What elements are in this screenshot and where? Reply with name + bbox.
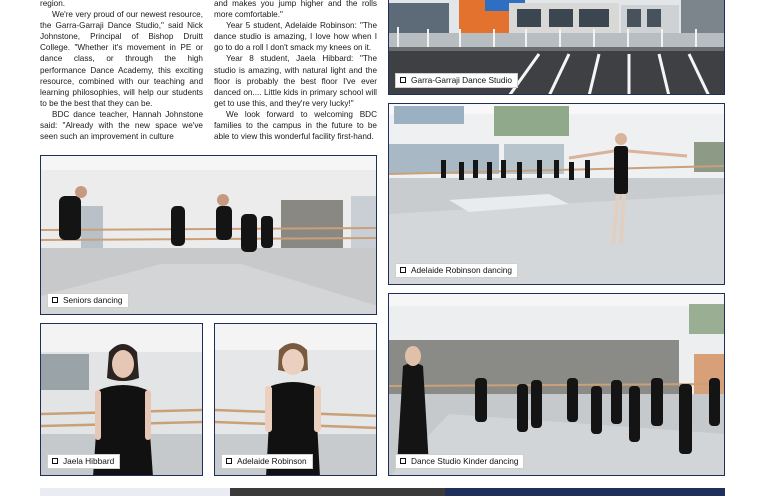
article-paragraph: We look forward to welcoming BDC families to the campus in the future to be able to view this wonderful facility first-hand. <box>214 109 377 142</box>
article-paragraph: region. <box>40 0 66 8</box>
bottom-strip-dark <box>230 488 445 496</box>
photo-studio-exterior <box>388 0 725 95</box>
photo-adelaide-robinson <box>214 323 377 476</box>
kinder-dancing-image <box>389 294 725 476</box>
article-paragraph: Year 5 student, Adelaide Robinson: "The dance studio is amazing, I love how when I go to do a roll I don't smack my knees on it. <box>214 21 377 53</box>
caption-jaela-hibbard: Jaela Hibbard <box>47 454 120 469</box>
checkbox-bullet-icon <box>52 458 58 464</box>
seniors-dancing-image <box>41 156 377 315</box>
caption-adelaide-robinson: Adelaide Robinson <box>221 454 313 469</box>
article-column-left <box>40 0 203 142</box>
caption-kinder-dancing: Dance Studio Kinder dancing <box>395 454 524 469</box>
checkbox-bullet-icon <box>226 458 232 464</box>
photo-adelaide-dancing <box>388 103 725 285</box>
article-paragraph: BDC dance teacher, Hannah Johnstone said: "Already with the new space we've seen such an improvement in culture <box>40 109 203 142</box>
checkbox-bullet-icon <box>400 458 406 464</box>
checkbox-bullet-icon <box>400 267 406 273</box>
photo-jaela-hibbard <box>40 323 203 476</box>
adelaide-dancing-image <box>389 104 725 285</box>
photo-seniors-dancing <box>40 155 377 315</box>
checkbox-bullet-icon <box>52 297 58 303</box>
article-paragraph: Year 8 student, Jaela Hibbard: "The studio is amazing, with natural light and the floor is probably the best floor I've ever danced on.... Little kids in primary school will get to use this, and they're very lucky!" <box>214 54 377 108</box>
article-column-middle <box>214 0 377 142</box>
bottom-section-strip <box>40 488 725 496</box>
caption-seniors-dancing: Seniors dancing <box>47 293 129 308</box>
caption-adelaide-dancing: Adelaide Robinson dancing <box>395 263 518 278</box>
article-paragraph: We're very proud of our newest resource, the Garra-Garraji Dance Studio," said Nick Johnstone, Principal of Bishop Druitt College. "Whether it's movement in PE or dance class, or through the high performance Dance Academy, this exciting resource, combined with our teaching and learning philosophies, will help our students to be the best that they can be. <box>40 10 203 108</box>
bottom-strip-light <box>40 488 240 496</box>
article-paragraph: and makes you jump higher and the rolls more comfortable." <box>214 0 377 20</box>
checkbox-bullet-icon <box>400 77 406 83</box>
photo-kinder-dancing <box>388 293 725 476</box>
caption-studio-exterior: Garra-Garraji Dance Studio <box>395 73 518 88</box>
